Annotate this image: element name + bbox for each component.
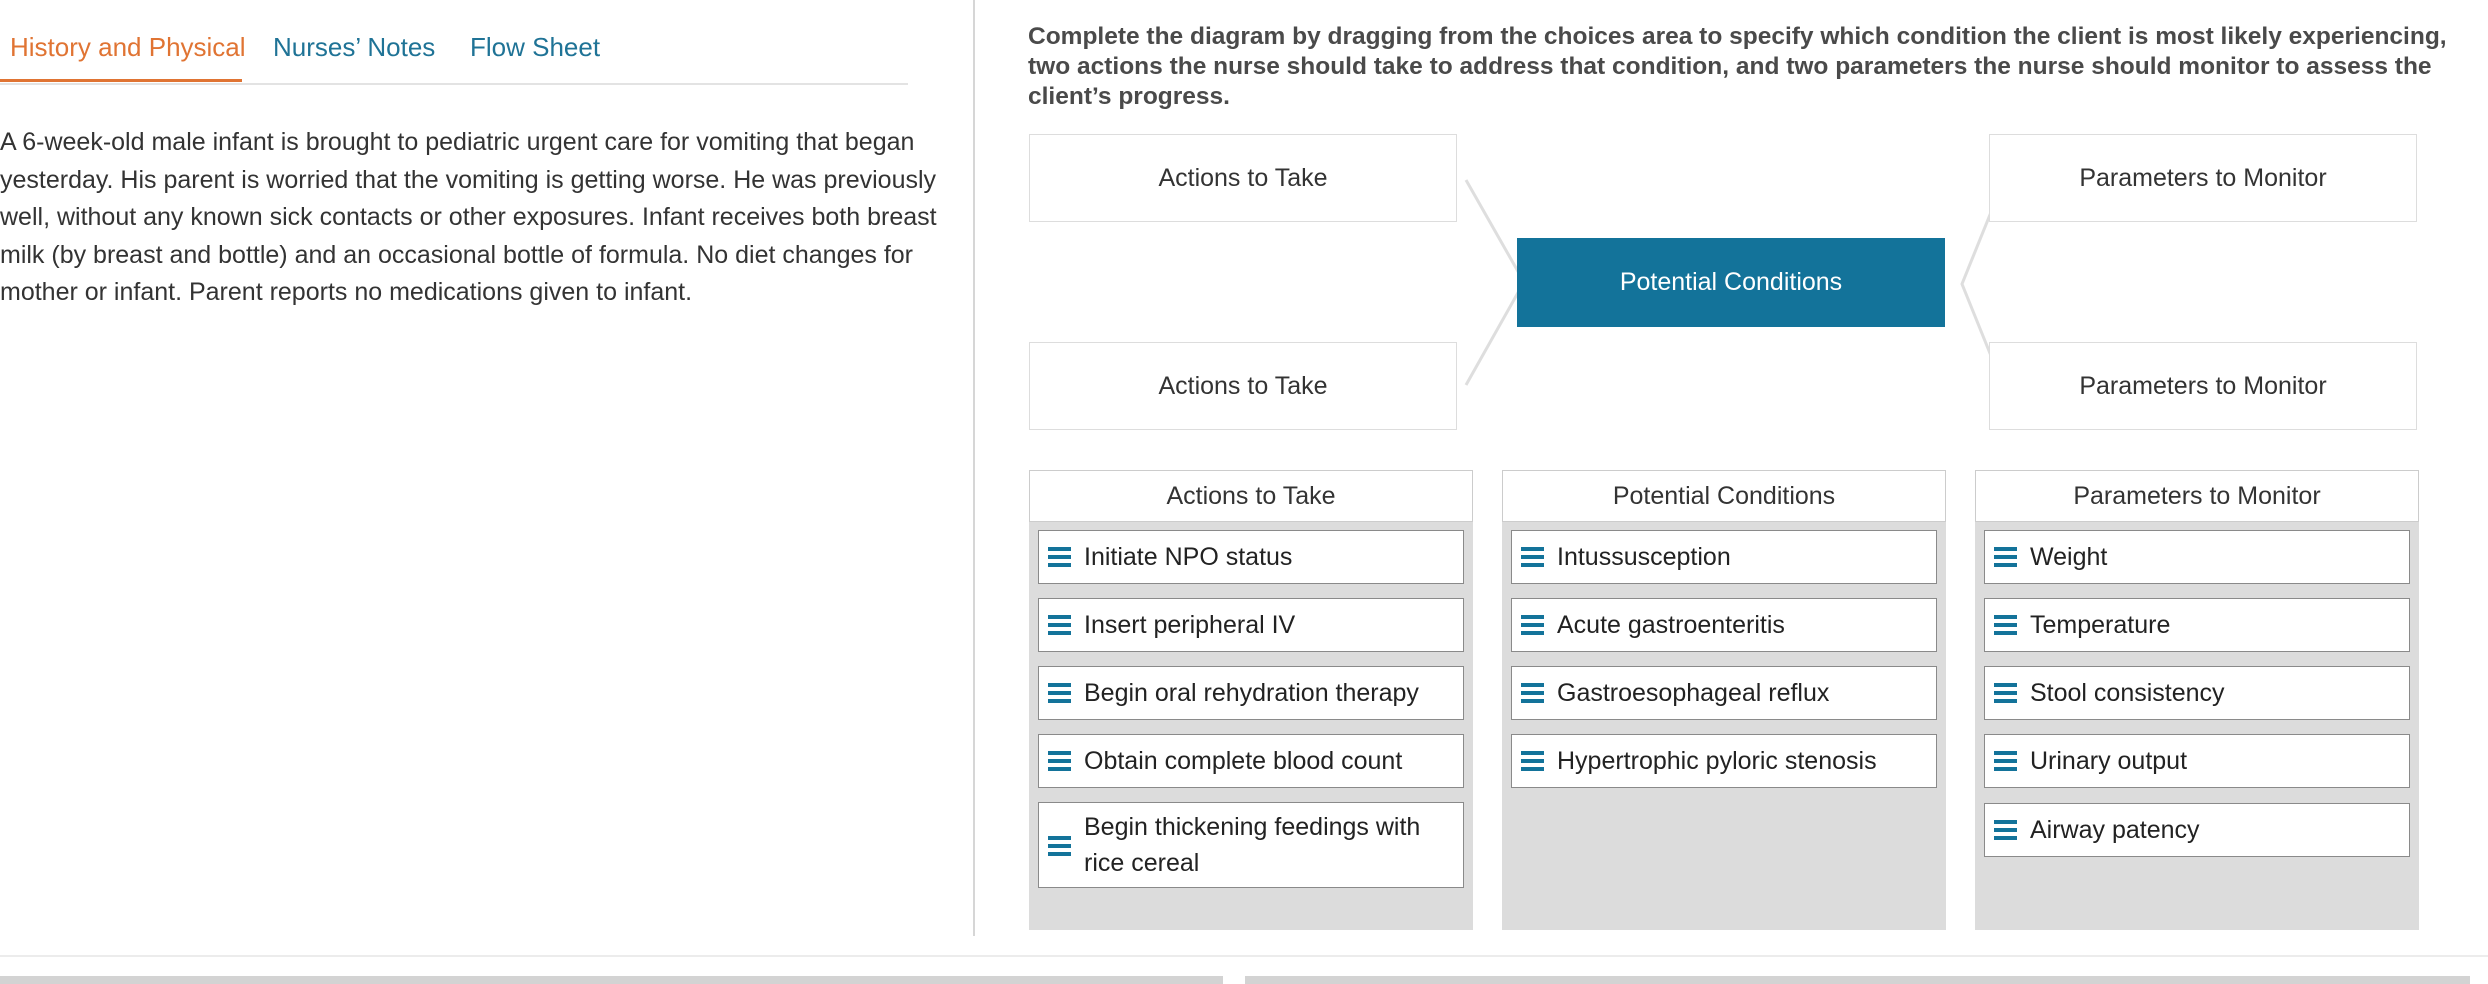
drag-handle-icon[interactable]	[1994, 683, 2017, 703]
drag-handle-icon[interactable]	[1994, 820, 2017, 840]
choice-label: Hypertrophic pyloric stenosis	[1557, 747, 1877, 775]
choices-bank-parameters	[1975, 470, 2419, 930]
right-pane-scrollbar[interactable]	[1245, 976, 2470, 984]
drag-handle-icon[interactable]	[1521, 615, 1544, 635]
active-tab-indicator	[0, 79, 242, 82]
tab-history-and-physical[interactable]: History and Physical	[10, 32, 246, 62]
right-bracket-line	[1960, 180, 1962, 385]
choice-intussusception[interactable]	[1511, 530, 1937, 584]
choice-label: Stool consistency	[2030, 679, 2225, 707]
choice-temperature[interactable]	[1984, 598, 2410, 652]
drag-handle-icon[interactable]	[1521, 751, 1544, 771]
choice-oral-rehydration[interactable]	[1038, 666, 1464, 720]
drag-handle-icon[interactable]	[1994, 751, 2017, 771]
choice-label: Intussusception	[1557, 543, 1731, 571]
choices-bank-actions	[1029, 470, 1473, 930]
drag-handle-icon[interactable]	[1048, 683, 1071, 703]
drop-zone-action-2[interactable]: Actions to Take	[1029, 342, 1457, 430]
case-description: A 6-week-old male infant is brought to pediatric urgent care for vomiting that began yesterday. His parent is worried that the vomiting is getting worse. He was previously well, without any known sick contacts or other exposures. Infant receives both breast milk (by breast and bottle) and an occasional bottle of formula. No diet changes for mother or infant. Parent reports no medications given to infant.	[0, 128, 937, 306]
choice-label: Weight	[2030, 543, 2108, 571]
left-connector	[1466, 180, 1524, 385]
choice-weight[interactable]	[1984, 530, 2410, 584]
choice-urinary-output[interactable]	[1984, 734, 2410, 788]
drop-zone-condition[interactable]: Potential Conditions	[1517, 238, 1945, 327]
tab-nurses-notes[interactable]: Nurses’ Notes	[273, 32, 436, 62]
choice-label: Obtain complete blood count	[1084, 747, 1403, 775]
choice-acute-gastroenteritis[interactable]	[1511, 598, 1937, 652]
choice-pyloric-stenosis[interactable]	[1511, 734, 1937, 788]
choice-label: Airway patency	[2030, 816, 2200, 844]
question-instructions: Complete the diagram by dragging from the choices area to specify which condition the client is most likely experiencing, two actions the nurse should take to address that condition, and two parameters the nurse should monitor to assess the client’s progress.	[1028, 23, 2447, 110]
drag-handle-icon[interactable]	[1048, 615, 1071, 635]
drag-handle-icon[interactable]	[1994, 547, 2017, 567]
choice-gastroesophageal-reflux[interactable]	[1511, 666, 1937, 720]
drag-handle-icon[interactable]	[1048, 751, 1071, 771]
choice-label: Insert peripheral IV	[1084, 611, 1296, 639]
bottom-divider	[0, 955, 2488, 957]
choice-thicken-feedings[interactable]	[1038, 802, 1464, 888]
drag-handle-icon[interactable]	[1521, 683, 1544, 703]
choices-bank-conditions	[1502, 470, 1946, 930]
pane-divider	[973, 0, 975, 936]
drop-zone-parameter-1[interactable]: Parameters to Monitor	[1989, 134, 2417, 222]
drop-zone-action-1[interactable]: Actions to Take	[1029, 134, 1457, 222]
drag-handle-icon[interactable]	[1994, 615, 2017, 635]
choice-label: Begin oral rehydration therapy	[1084, 679, 1419, 707]
drag-handle-icon[interactable]	[1048, 836, 1071, 856]
choice-label: Temperature	[2030, 611, 2171, 639]
choice-stool-consistency[interactable]	[1984, 666, 2410, 720]
exhibit-tabs	[0, 0, 908, 85]
choice-label: Urinary output	[2030, 747, 2188, 775]
drag-handle-icon[interactable]	[1521, 547, 1544, 567]
bank-header-conditions: Potential Conditions	[1502, 470, 1946, 522]
drag-handle-icon[interactable]	[1048, 547, 1071, 567]
choice-label: Acute gastroenteritis	[1557, 611, 1785, 639]
right-connector-line	[1958, 180, 1962, 385]
choice-label: Gastroesophageal reflux	[1557, 679, 1830, 707]
choice-label: Initiate NPO status	[1084, 543, 1293, 571]
right-connector	[1958, 180, 1962, 182]
choice-complete-blood-count[interactable]	[1038, 734, 1464, 788]
choice-initiate-npo[interactable]	[1038, 530, 1464, 584]
left-pane-scrollbar[interactable]	[0, 976, 1223, 984]
right-bracket	[1958, 180, 1962, 385]
bank-header-actions: Actions to Take	[1029, 470, 1473, 522]
bank-header-parameters: Parameters to Monitor	[1975, 470, 2419, 522]
choice-airway-patency[interactable]	[1984, 803, 2410, 857]
choice-insert-iv[interactable]	[1038, 598, 1464, 652]
tab-flow-sheet[interactable]: Flow Sheet	[470, 32, 601, 62]
drop-zone-parameter-2[interactable]: Parameters to Monitor	[1989, 342, 2417, 430]
choice-label: Begin thickening feedings with rice cereal	[1084, 813, 1421, 877]
